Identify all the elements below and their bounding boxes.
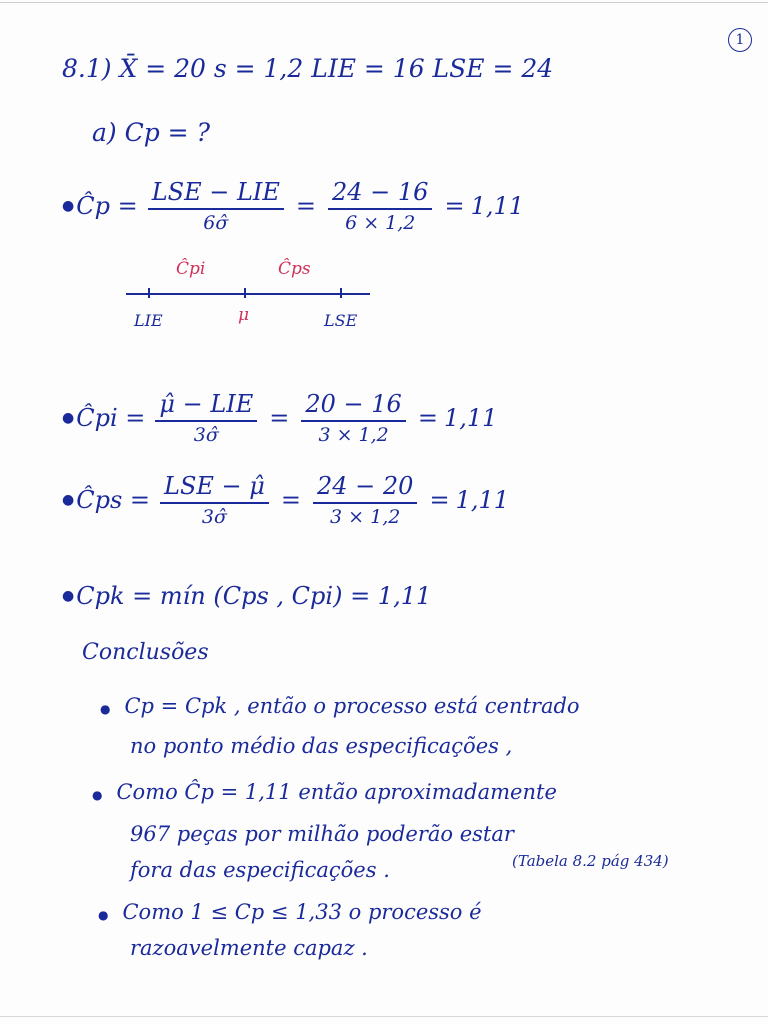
- cpi-numerator: μ̂ − LIE: [155, 390, 257, 422]
- cps-fraction: [160, 472, 269, 528]
- cpi-result: 1,11: [443, 404, 498, 432]
- cps-numerator: LSE − μ̂: [160, 472, 269, 504]
- cpi-denominator-values: 3 × 1,2: [318, 424, 389, 446]
- conclusion-text: Como 1 ≤ Cp ≤ 1,33 o processo é: [122, 900, 482, 924]
- cp-fraction-values: [328, 178, 432, 234]
- cp-result: 1,11: [470, 192, 524, 220]
- bullet: ●: [62, 492, 75, 508]
- conclusion-text: 967 peças por milhão poderão estar: [130, 822, 514, 846]
- bullet: ●: [100, 702, 111, 716]
- problem-header: 8.1) X̄ = 20 s = 1,2 LIE = 16 LSE = 24: [62, 54, 554, 83]
- cp-numerator: LSE − LIE: [148, 178, 284, 210]
- cpi-equation: [62, 390, 497, 446]
- equals-sign: =: [280, 486, 301, 514]
- equals-sign: =: [417, 404, 438, 432]
- cpi-numerator-values: 20 − 16: [301, 390, 405, 422]
- conclusion-line: [92, 780, 557, 804]
- conclusion-line: [100, 694, 580, 718]
- conclusion-text: fora das especificações .: [130, 858, 390, 882]
- spec-limits-diagram: [120, 255, 380, 335]
- cpi-fraction-values: [301, 390, 405, 446]
- equals-sign: =: [444, 192, 465, 220]
- bullet: ●: [62, 410, 75, 426]
- cp-numerator-values: 24 − 16: [328, 178, 432, 210]
- cp-denominator-values: 6 × 1,2: [345, 212, 416, 234]
- cp-denominator: 6σ̂: [203, 212, 229, 234]
- item-a-question: a) Cp = ?: [92, 118, 210, 147]
- mu-label: μ: [238, 305, 250, 325]
- conclusion-line: [98, 900, 482, 924]
- page-number: 1: [728, 28, 752, 52]
- conclusion-text: Como Ĉp = 1,11 então aproximadamente: [116, 780, 557, 804]
- cpi-fraction: [155, 390, 257, 446]
- bullet: ●: [62, 198, 75, 214]
- mu-tick: [244, 288, 246, 298]
- cps-diagram-label: Ĉps: [278, 259, 311, 279]
- cps-lhs: Ĉps =: [76, 486, 150, 514]
- top-border: [0, 2, 768, 3]
- cpk-line: Cpk = mín (Cps , Cpi) = 1,11: [76, 582, 432, 610]
- cps-denominator: 3σ̂: [201, 506, 227, 528]
- cps-result: 1,11: [455, 486, 509, 514]
- lse-label: LSE: [324, 311, 358, 330]
- conclusion-line: [130, 858, 390, 882]
- lie-tick: [148, 288, 150, 298]
- bullet: ●: [98, 908, 109, 922]
- equals-sign: =: [295, 192, 316, 220]
- conclusions-heading: Conclusões: [82, 640, 209, 665]
- conclusion-line: [130, 822, 514, 846]
- cpi-lhs: Ĉpi =: [76, 404, 146, 432]
- conclusion-text: razoavelmente capaz .: [130, 936, 368, 960]
- cps-fraction-values: [313, 472, 417, 528]
- cps-denominator-values: 3 × 1,2: [330, 506, 401, 528]
- bullet: ●: [62, 588, 75, 604]
- cp-equation: [62, 178, 524, 234]
- lse-tick: [340, 288, 342, 298]
- cpi-denominator: 3σ̂: [193, 424, 219, 446]
- conclusion-line: [130, 936, 368, 960]
- equals-sign: =: [269, 404, 290, 432]
- cpi-diagram-label: Ĉpi: [176, 259, 206, 279]
- conclusion-text: Cp = Cpk , então o processo está centrado: [124, 694, 580, 718]
- cp-fraction: [148, 178, 284, 234]
- lie-label: LIE: [134, 311, 163, 330]
- axis-line: [126, 293, 370, 295]
- equals-sign: =: [429, 486, 450, 514]
- conclusion-text: no ponto médio das especificações ,: [130, 734, 513, 758]
- cps-equation: [62, 472, 509, 528]
- cpk-equation: [62, 582, 431, 610]
- bullet: ●: [92, 788, 103, 802]
- conclusion-line: [130, 734, 512, 758]
- bottom-border: [0, 1016, 768, 1017]
- cp-lhs: Ĉp =: [76, 192, 138, 220]
- table-reference: (Tabela 8.2 pág 434): [512, 852, 669, 870]
- cps-numerator-values: 24 − 20: [313, 472, 417, 504]
